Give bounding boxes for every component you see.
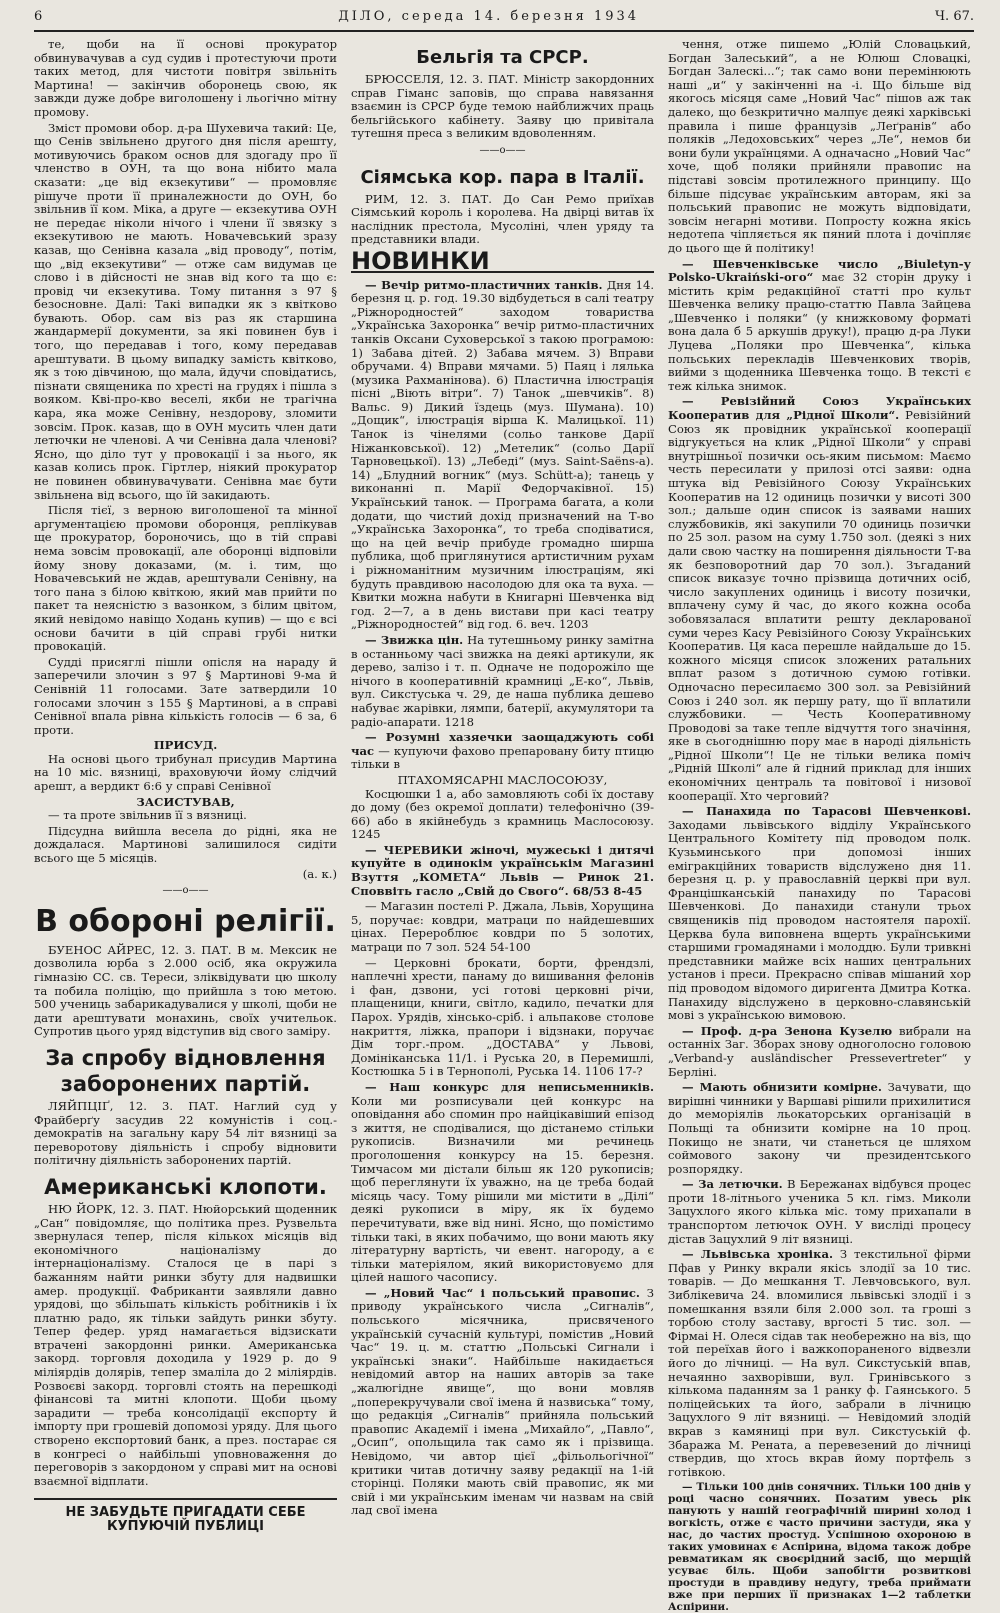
column-1 — [34, 38, 337, 1538]
article-text: Судді присяглі пішли опісля на нараду й заперечили злочин з 97 § Мартинові 9-ма й Сенівній 11 голосами. Зате затвердили 10 голосами злочин з 155 § Мартинові, а в справі Сенівної впала рівна кількість голосів — 6 за, 6 проти. — [34, 654, 337, 737]
item-text: На тутешньому ринку замітна в останньому часі звижка на деякі артикули, як дерево, залізо і т. п. Одначе не подорожіло ще нічого в кооперативній крамниці „Е-ко“, Львів, вул. Сикстуська ч. 29, де наша публика дешево набуває жарівки, лямпи, батерії, акумулятори та радіо-апарати. 1218 — [351, 632, 654, 729]
item-title: — Проф. д-ра Зенона Кузелю — [682, 1023, 893, 1038]
article-text: БРЮССЕЛЯ, 12. 3. ПАТ. Міністр закордонних справ Гіманс заповів, що справа навязання взаємин із СРСР буде темою найближчих праць бельгійського кабінету. Заяву цю привітала тутешня преса з великим вдоволенням. — [351, 72, 654, 141]
item-title: — За летючки. — [682, 1177, 783, 1192]
ad-heading: ПТАХОМЯСАРНІ МАСЛОСОЮЗУ, — [397, 772, 608, 787]
item-text: Ревізійний Союз як провідник української кооперації відгукується на клик „Рідної Школи“ у справі внутрішньої позички ось-яким письмом: Маємо честь пересилати у прилозі отсі заяви: одна штука від Ревізійного Союзу Українських Кооператив на 12 одиниць позички у висоті 300 зол.; дальше один список із заявами наших службовиків, які закупили 70 одиниць позички по 25 зол. разом на суму 1.750 зол. (деякі з них дали свою частку на поширення діяльности Т-ва як безповоротний дар 70 зол.). Зъгаданий список виказує точно прізвища дотичних осіб, число закуплених одиниць і висоту позички, вплачену суму й час, до якого кожна особа зобовязалася вплатити решту декларованої суми через Касу Ревізійного Союзу Українських Кооператив. Ця каса перешле найдальше до 15. кожного місяця список зложених ратальних вплат разом з дотичною сумою готівки. Одночасно пересилаємо 300 зол. за Ревізійний Союз і 240 зол. як першу рату, що її вплатили службовики. — Честь Кооперативному Проводові за таке тепле відчуття того значіння, яке в сьогоднішню пору має в народі діяльність „Рідної Школи“! Це не тільки велика поміч „Рідній Школі“ але й гідний приклад для інших економічних централь та повітової і низової кооперації. Хто черговий? — [668, 408, 971, 803]
headline-religion: В обороні релігії. — [35, 903, 336, 939]
article-text: ЛЯЙПЦІҐ, 12. 3. ПАТ. Наглий суд у Фрайберґу засудив 22 комуністів і соц.-демократів на загальну кару 54 літ вязниці за переворотову діяльність і спробу відновити політичну діяльність заборонених партій. — [34, 1098, 337, 1168]
item-title: — Наш конкурс для неписьменників. — [365, 1079, 654, 1094]
item-text: Заходами львівського відділу Українського Центрального Комітету під проводом полк. Кузьминського при допомозі інших емігракційних товариств відслужено дня 11. березня ц. р. у православній церкві при вул. Францішканській панахиду по Тарасові Шевченкові. До панахиди станули трьох священиків під проводом настоятеля парохії. Церква була виповнена вщерть українськими старшими громадянами і молоддю. Були тривкні представники майже всіх наших центральних установ і преси. Прекрасно співав мішаний хор під проводом відомого диригента Дмитра Котка. Панахиду відслужено в церковно-славянській мові з українською вимовою. — [668, 817, 971, 1023]
item-text: вибрали на останніх Заг. Зборах знову одноголосно головою „Verband-у ausländischer Pressevertreter“ у Берліні. — [668, 1023, 971, 1079]
item-text: В Бережанах відбувся процес проти 18-літнього ученика 5 кл. гімз. Миколи Зацухлого якого кілька міс. тому прихапали в транспортом летючок ОУН. У висліді процесу дістав Зацухлий 9 літ вязниці. — [668, 1177, 971, 1246]
article-text: — та проте звільнив її з вязниці. — [48, 808, 247, 823]
separator: ——o—— — [162, 885, 209, 897]
item-text: Зачувати, що вирішні чинники у Варшаві рішили прихилитися до меморіялів льокаторських організацій в Польщі та обнизити комірне на 10 проц. Покищо не знати, чи станеться це шляхом соймового закону чи президентського розпорядку. — [668, 1080, 971, 1176]
headline-siam: Сіямська кор. пара в Італії. — [360, 166, 645, 188]
page-header — [34, 6, 974, 32]
column-3 — [668, 37, 971, 1613]
article-text: БУЕНОС АЙРЕС, 12. 3. ПАТ. В м. Мексик не дозволила юрба з 2.000 осіб, яка окружила гімназію СС. св. Тереси, зліквідувати цю школу та побила поліцію, що прийшла з тою метою. 500 учениць забарикадувалися у школі, щоби не дати арештувати монахинь, своїх учительок. Супротив цього уряд відступив від свого заміру. — [34, 942, 337, 1039]
column-2 — [351, 38, 654, 1538]
masthead: ДІЛО, середа 14. березня 1934 — [338, 8, 640, 24]
signature: (а. к.) — [302, 866, 337, 881]
item-title: — Вечір ритмо-пластичних танків. — [365, 277, 603, 292]
article-text: На основі цього трибунал присудив Мартина на 10 міс. вязниці, враховуючи йому слідчий арешт, а вердикт 6:6 у справі Сенівної — [34, 751, 337, 794]
item-title: — Мають обнизити комірне. — [682, 1080, 882, 1095]
item-title: — Розумні хазяечки заощаджують собі час — [351, 730, 654, 758]
item-text: Дня 14. березня ц. р. год. 19.30 відбудеться в салі театру „Ріжнородностей“ заходом товариства „Українська Захоронка“ вечір ритмо-пластичних танків Оксани Суховерської з такою програмою: 1) Забава дітей. 2) Забава мячем. 3) Вправи обручами. 4) Вправи мячами. 5) Паяц і лялька (музика Рахманінова). 6) Пластична ілюстрація пісні „Віють вітри“. 7) Танок „шевчиків“. 8) Вальс. 9) Дикий їздець (муз. Шумана). 10) „Дощик“, ілюстрація вірша К. Малицької. 11) Танок із чінелями (сольо танкове Дарії Ніжанковської). 12) „Метелик“ (сольо Дарії Тарновецької). 13) „Лебеді“ (муз. Saint-Saëns-а). 14) „Блудний вогник“ (муз. Schütt-а); танець у виконанні п. Марії Федорчаківної. 15) Український танок. — Програма багата, а коли додати, що чистий дохід призначений на Т-во „Українська Захоронка“, то треба сподіватися, що на цей вечір прибуде громадно ширша публика, щоб приглянутися артистичним рухам і ріжноманітним музичним ілюстраціям, які будуть правдивою насолодою для ока та вуха. — Квитки можна набути в Книгарні Шевченка від год. 2—7, а в день вистави при касі театру „Ріжнородностей“ від год. 6. веч. 1203 — [351, 277, 655, 632]
item-text: Коли ми розписували цей конкурс на оповідання або спомин про найцікавіший епізод з життя, не сподівалися, що дістанемо стільки рукописів. Визначили ми речинець проголошення конкурсу на 15. березня. Тимчасом ми дістали більш як 120 рукописів; щоб переглянути їх уважно, на це треба бодай місяць часу. Тому рішили ми містити в „Ділі“ деякі рукописи в міру, як їх будемо перечитувати, вже від нині. Ясно, що помістимо тільки такі, в яких побачимо, що вони мають яку літературну вартість, чи евент. нагороду, а є тільки матеріялом, який використовуємо для цілей нашого часопису. — [351, 1093, 654, 1285]
item-title: — Звижка цін. — [365, 632, 464, 647]
article-text: НЮ ЙОРК, 12. 3. ПАТ. Нюйорський щоденник „Сан“ повідомляє, що політика през. Рузвельта звернулася тепер, після кількох місяців від економічного націоналізму до інтернаціоналізму. Сталося це в парі з бажанням найти ринки збуту для надвишки амер. продукції. Фабриканти заявляли давно урядові, що збільшать кількість робітників і їх платню радо, як тільки зайдуть ринки збуту. Тепер федер. уряд намагається відзискати втрачені закордонні ринки. Американська закорд. торговля доходила у 1929 р. до 9 міліярдів долярів, тепер змаліла до 2 міліярдів. Розвоєві закорд. торговлі стоять на перешкоді фінансові та митні клопоти. Щоби цьому зарадити — треба консолідації експорту й імпорту при грошевій допомозі уряду. Для цього створено експортовий банк, а през. постарає ся в конгресі о найбільші уповноваження до переговорів з закордоном у справі мит на основі взаємної відплати. — [34, 1201, 337, 1488]
article-text: те, щоби на її основі прокуратор обвинувачував а суд судив і протестуючи проти таких метод, для чистоти повітря звільніть Мартина! — закінчив оборонець свою, як завжди дуже добре виголошену і льогічно мітну промову. — [34, 37, 337, 119]
footer-notice: НЕ ЗАБУДЬТЕ ПРИГАДАТИ СЕБЕ КУПУЮЧІЙ ПУБЛИЦІ — [34, 1498, 337, 1533]
item-title: — Львівська хроніка. — [682, 1247, 834, 1262]
ad-shoes: — ЧЕРЕВИКИ жіночі, мужеські і дитячі купуйте в одинокім українськім Магазині Взуття „КОМЕТА“ Львів — Ринок 21. Споввіть гасло „Свій до Свого“. 68/53 8-45 — [351, 842, 654, 898]
headline-belgium: Бельгія та СРСР. — [416, 47, 589, 68]
headline-parties: За спробу відновлення заборонених партій. — [45, 1045, 326, 1096]
item-text: З текстильної фірми Пфав у Ринку вкрали якісь злодії за 10 тис. товарів. — До мешкання Т. Левчовського, вул. Зиблікевича 24. вломилися львівські злодії і з помешкання взяли біля 2.000 зол. та гроші з торбою столу заставу, вргості 5 тис. зол. — Фірмаі Н. Олеся сідав так необережно на віз, що той переїхав його і важкопораненого відвезли його до лічниці. — На вул. Сикстуській впав, нечаянно захворівши, вул. Гринівського з кількома паданням за 1 ранку ф. Гаянського. 5 поліцейських та його, забрали в лічницю Зацухлого 9 літ вязниці. — Невідомий злодій вкрав з камяниці при вул. Сикстуській ф. Збаража М. Рената, а перевезений до лічниці ствердив, що хтось вкрав йому портфель з готівкою. — [668, 1247, 971, 1479]
headline-america: Американські клопоти. — [44, 1174, 327, 1199]
aspirin-ad: — Тільки 100 днів сонячних. Тільки 100 днів у році часно сонячних. Позатим увесь рік панують у нашій географічній ширині холод і вогкість, отже є часто причини застуди, яка у нас, до частих простуд. Успішною охороною в таких умовинах є Аспірина, відома також добре ревматикам як своєрідний засіб, що мерщій усуває біль. Щоби запобігти розвиткові простуди в правдиву недугу, треба приймати вже при перших її признаках 1—2 таблетки Аспірини. — [668, 1481, 971, 1613]
verdict-heading: ПРИСУД. — [153, 738, 218, 753]
article-text: чення, отже пишемо „Юлій Словацький, Богдан Залеський“, а не Юлюш Словацкі, Богдан Залескі...“; так само вони перемінюють наші „и“ у закінченні на -і. Що більше від якогось місяця саме „Новий Час“ пішов аж так далеко, що безкритично малпує деякі харківські правила і пише французів „Леґранів“ або поляків „Ледоховських“ через „Ле“, немов би вони були українцями. А одначасно „Новий Час“ хоче, щоб поляки прийняли правопис на підставі зовсім протилежного принципу. Що більше підсуває українським авторам, які за польський правопис не можуть відповідати, зовсім негарні мотиви. Попросту кожна якісь недотепа чіпляється як пяний плота і дочіпляє до цього ще й політику! — [668, 37, 971, 255]
ad-bedding: — Магазин постелі Р. Джала, Львів, Хорущина 5, поручає: ковдри, матраци по найдешевших цінах. Перероблює ковдри по 5 золотих, матраци по 7 зол. 524 54-100 — [351, 899, 654, 955]
item-title: — „Новий Час“ і польський правопис. — [365, 1285, 640, 1300]
item-text: має 32 сторін друку і містить крім редакційної статті про культ Шевченка велику працю-статтю Павла Зайцева „Шевченко і поляки“ (у книжковому форматі вона дала б 5 аркушів друку!), працю д-ра Луки Луцева „Поляки про Шевченка“, кілька польських перекладів Шевченкових творів, вийми з щоденника Шевченка тощо. В тексті є теж кілька знимок. — [668, 270, 971, 393]
section-novynky: НОВИНКИ — [351, 255, 654, 273]
item-title: — Шевченківське число „Biuletyn-у Polsko-Ukraiński-ого“ — [668, 256, 971, 285]
article-text: Після тієї, з верною виголошеної та мінної аргументацією промови оборонця, реплікував ще прокуратор, бороночись, що в тій справі нема зовсім провокації, але оборонці відповіли йому знову доказами, (м. і. тим, що Новачевський не ждав, арештували Сенівну, на того пана з білою квіткою, який мав прийти по пакет та неясністю з вазонком, з білим цвітом, який невідомо навіщо Ходань купив) — що є всі основи бачити в цій справі грубі нитки провокацій. — [34, 503, 337, 654]
article-text: Зміст промови обор. д-ра Шухевича такий: Це, що Сенів звільнено другого дня після арешту, мотивуючись браком основ для здогаду про її членство в ОУН, та що вона нібито мала сказати: „це від екзекутиви“ — промовляє рішуче проти її приналежности до ОУН, бо звільнив її ком. Міка, а друге — екзекутива ОУН не передає ніколи нічого і члени її звязку з екзекутивою не мають. Новачевський зразу казав, що Сенівна казала „від проводу“, потім, що „від екзекутиви“ — отже сам видумав це слово і в дійсності не знав від кого та що є: провід чи екзекутива. Тому питання з 97 § безосновне. Далі: Такі випадки як з квітково бувають. Обор. сам віз раз як старшина жандармерії документи, за які повинен був і того, що передавав і того, кому передавав арештувати. В цьому випадку замість квітково, як з тою дівчиною, що мала, йдучи сповідатись, пізнати священика по хресті на грудях і пішла з вояком. Кві-про-кво веселі, якби не трагічна кара, яка може Сенівну, нездорову, зломити зовсім. Прок. казав, що в ОУН мусить член дати летючки не членові. А чи Сенівна дала членові? Ясно, що ділo тут у провокації і за нього, як казав колись прок. Гіртлер, ніякий прокуратор не повинен обвинувачувати. Сенівна має бути звільнена від всього, що їй закидають. — [34, 120, 337, 502]
article-text: Підсудна вийшла весела до рідні, яка не дождалася. Мартинові залишилося сидіти всього ще 5 місяців. — [34, 823, 337, 866]
item-title: — Ревізійний Союз Українських Кооператив для „Рідної Школи“. — [668, 394, 971, 423]
article-text: РИМ, 12. 3. ПАТ. До Сан Ремо приїхав Сіямський король і королева. На двірці витав їх наслідник престола, Мусоліні, член уряду та представники влади. — [351, 191, 654, 247]
separator: ——o—— — [479, 144, 526, 156]
ad-church: — Церковні брокати, борти, френдзлі, наплечні хрести, панаму до вишивання фелонів і фан, дзвони, усі готові церковні річи, плащеници, книги, світло, кадило, печатки для Парох. Урядів, хінсько-сріб. і альпакове столове накриття, ліжка, прапори і відзнаки, поручає Дім торг.-пром. „ДОСТАВА“ у Львові, Домініканська 11/1. і Руська 20, в Перемишлі, Костюшка 5 і в Тернополі, Руська 14. 1106 17-? — [351, 955, 654, 1079]
issue-number: Ч. 67. — [935, 8, 974, 24]
item-text: — купуючи фахово препаровану биту птицю тільки в — [351, 743, 654, 772]
item-title: — Панахида по Тарасові Шевченкові. — [682, 804, 971, 819]
item-text: З приводу українського числа „Сигналів“, польського місячника, присвяченого українській сучасній культурі, помістив „Новий Час“ 19. ц. м. статтю „Польські Сигнали і українські знаки“. Найбільше накидається невідомий автор на наших авторів за таке „жалюгідне явище“, що вони мовляв „поперекручували свої імена й назвиська“ тому, що редакція „Сигналів“ прийняла польський правопис Академії і імена „Михайло“, „Павло“, „Осип“, опольщила так само як і прізвища. Невідомо, чи автор цієї „фільольогічної“ критики читав дотичну заяву редакції на 1-ій сторінці. Поляки мають свій правопис, як ми свій і ми українським іменам чи назвам на свій лад свої імена — [351, 1285, 655, 1518]
acquittal-heading: ЗАСИСТУВАВ, — [136, 794, 235, 809]
page-number: 6 — [34, 8, 43, 24]
ad-text: Косцюшки 1 а, або замовляють собі їх доставу до дому (без окремої доплати) телефонічно (39-66) або в якійнебудь з крамниць Маслосоюзу. 1245 — [351, 786, 654, 842]
